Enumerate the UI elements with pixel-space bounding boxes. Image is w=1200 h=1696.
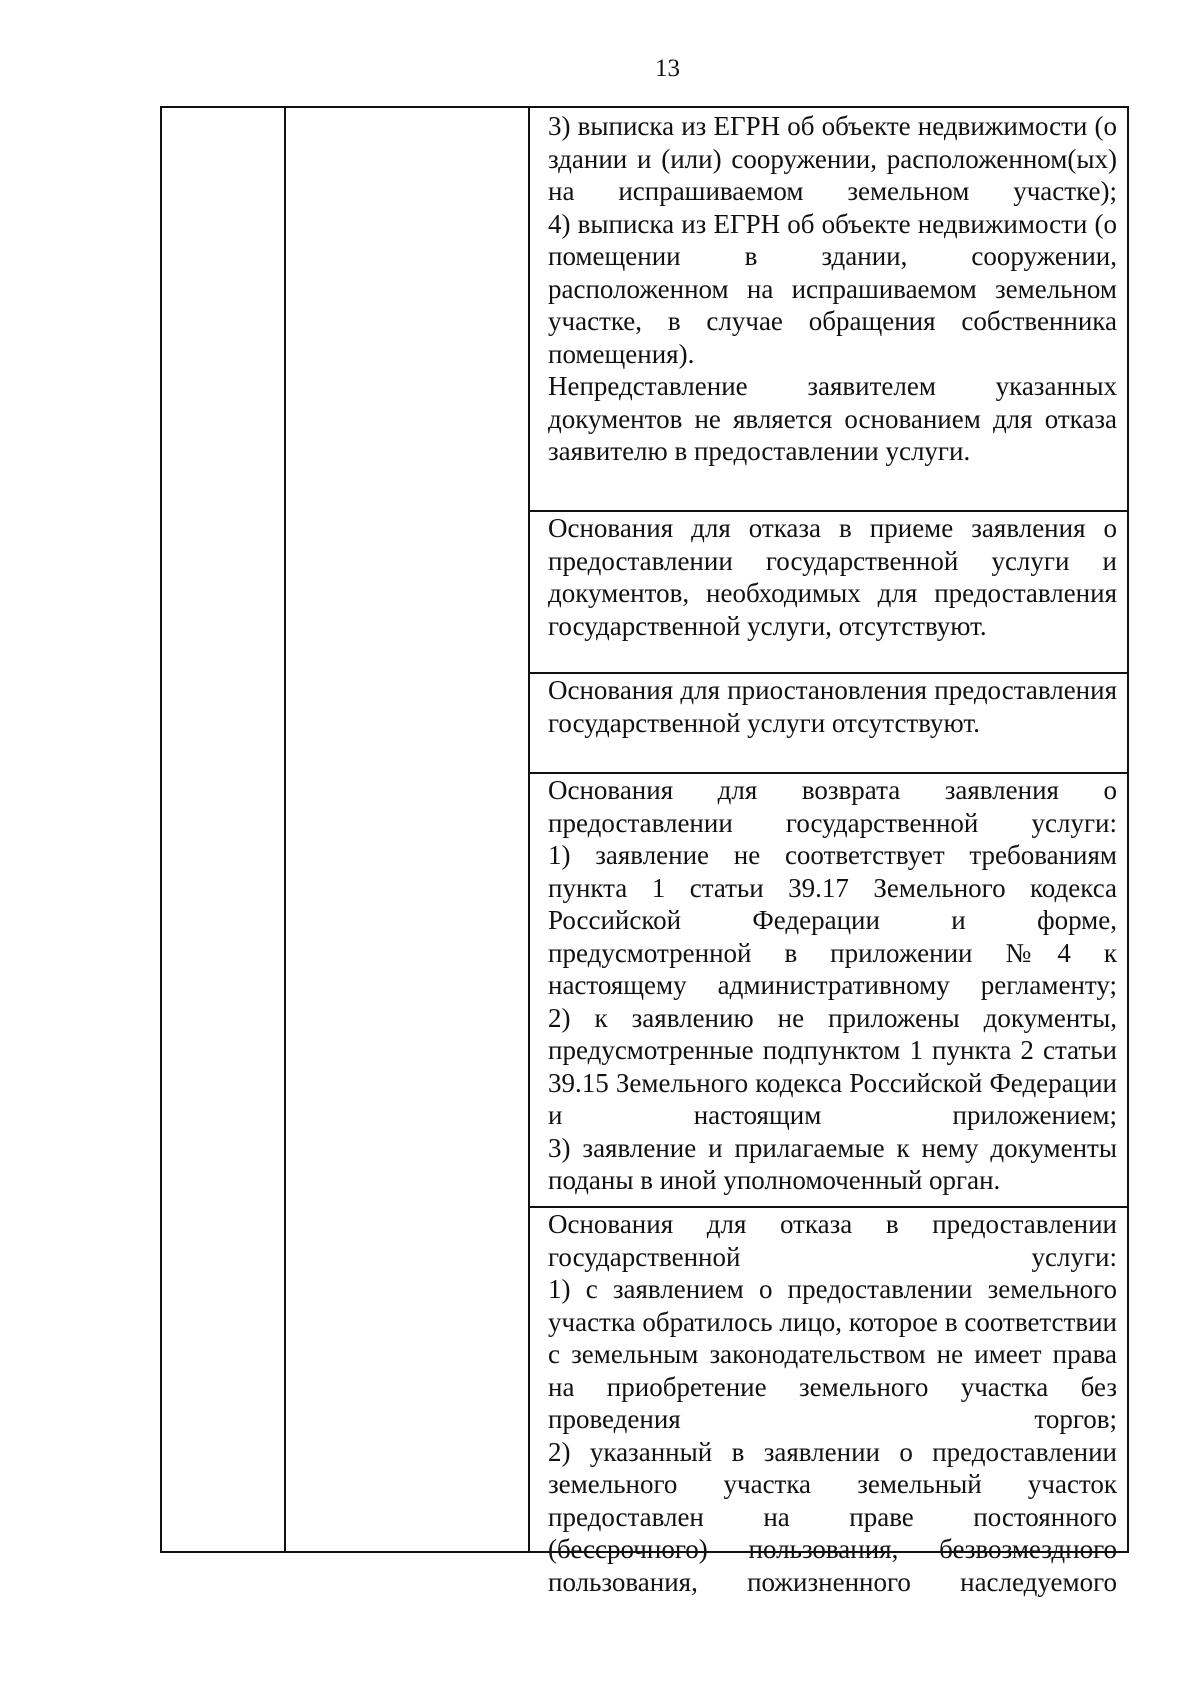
page-number: 13 xyxy=(655,55,680,82)
cell-paragraph: Основания для приостановления предоставления государственной услуги отсутствуют. xyxy=(548,675,1117,738)
cell-paragraph: 2) к заявлению не приложены документы, предусмотренные подпунктом 1 пункта 2 статьи 39.15 Земельного кодекса Российской Федерации и настоящим приложением; xyxy=(548,1002,1117,1130)
table-text-column xyxy=(528,106,1129,1597)
cell-paragraph: 1) с заявлением о предоставлении земельного участка обратилось лицо, которое в соответствии с земельным законодательством не имеет права на приобретение земельного участка без проведения торгов; xyxy=(548,1274,1117,1434)
table-cell-refusal-to-accept xyxy=(528,510,1129,642)
cell-paragraph: 3) выписка из ЕГРН об объекте недвижимости (о здании и (или) сооружении, расположенном(ых) на испрашиваемом земельном участке); xyxy=(548,111,1117,206)
cell-paragraph: Основания для отказа в предоставлении государственной услуги: xyxy=(548,1209,1117,1272)
column-divider-1 xyxy=(284,106,286,1553)
table-cell-return xyxy=(528,772,1129,1197)
cell-paragraph: 1) заявление не соответствует требованиям пункта 1 статьи 39.17 Земельного кодекса Российской Федерации и форме, предусмотренной в приложении №4 к настоящему административному регламенту; xyxy=(548,840,1117,1000)
cell-paragraph: Основания для отказа в приеме заявления о предоставлении государственной услуги и документов, необходимых для предоставления государственной услуги, отсутствуют. xyxy=(548,513,1117,641)
cell-paragraph: Основания для возврата заявления о предоставлении государственной услуги: xyxy=(548,775,1117,838)
cell-paragraph: Непредставление заявителем указанных документов не является основанием для отказа заявителю в предоставлении услуги. xyxy=(548,371,1117,466)
cell-paragraph: 2) указанный в заявлении о предоставлении земельного участка земельный участок предоставлен на праве постоянного (бессрочного) пользования, безвозмездного пользования, пожизненного наследуемого xyxy=(548,1436,1117,1597)
cell-paragraph: 3) заявление и прилагаемые к нему документы поданы в иной уполномоченный орган. xyxy=(548,1132,1117,1195)
table-cell-suspension xyxy=(528,672,1129,739)
table-cell-documents-continued xyxy=(528,110,1129,468)
table-cell-refusal-to-provide xyxy=(528,1206,1129,1598)
cell-paragraph: 4) выписка из ЕГРН об объекте недвижимости (о помещении в здании, сооружении, расположенном на испрашиваемом земельном участке, в случае обращения собственника помещения). xyxy=(548,208,1117,369)
